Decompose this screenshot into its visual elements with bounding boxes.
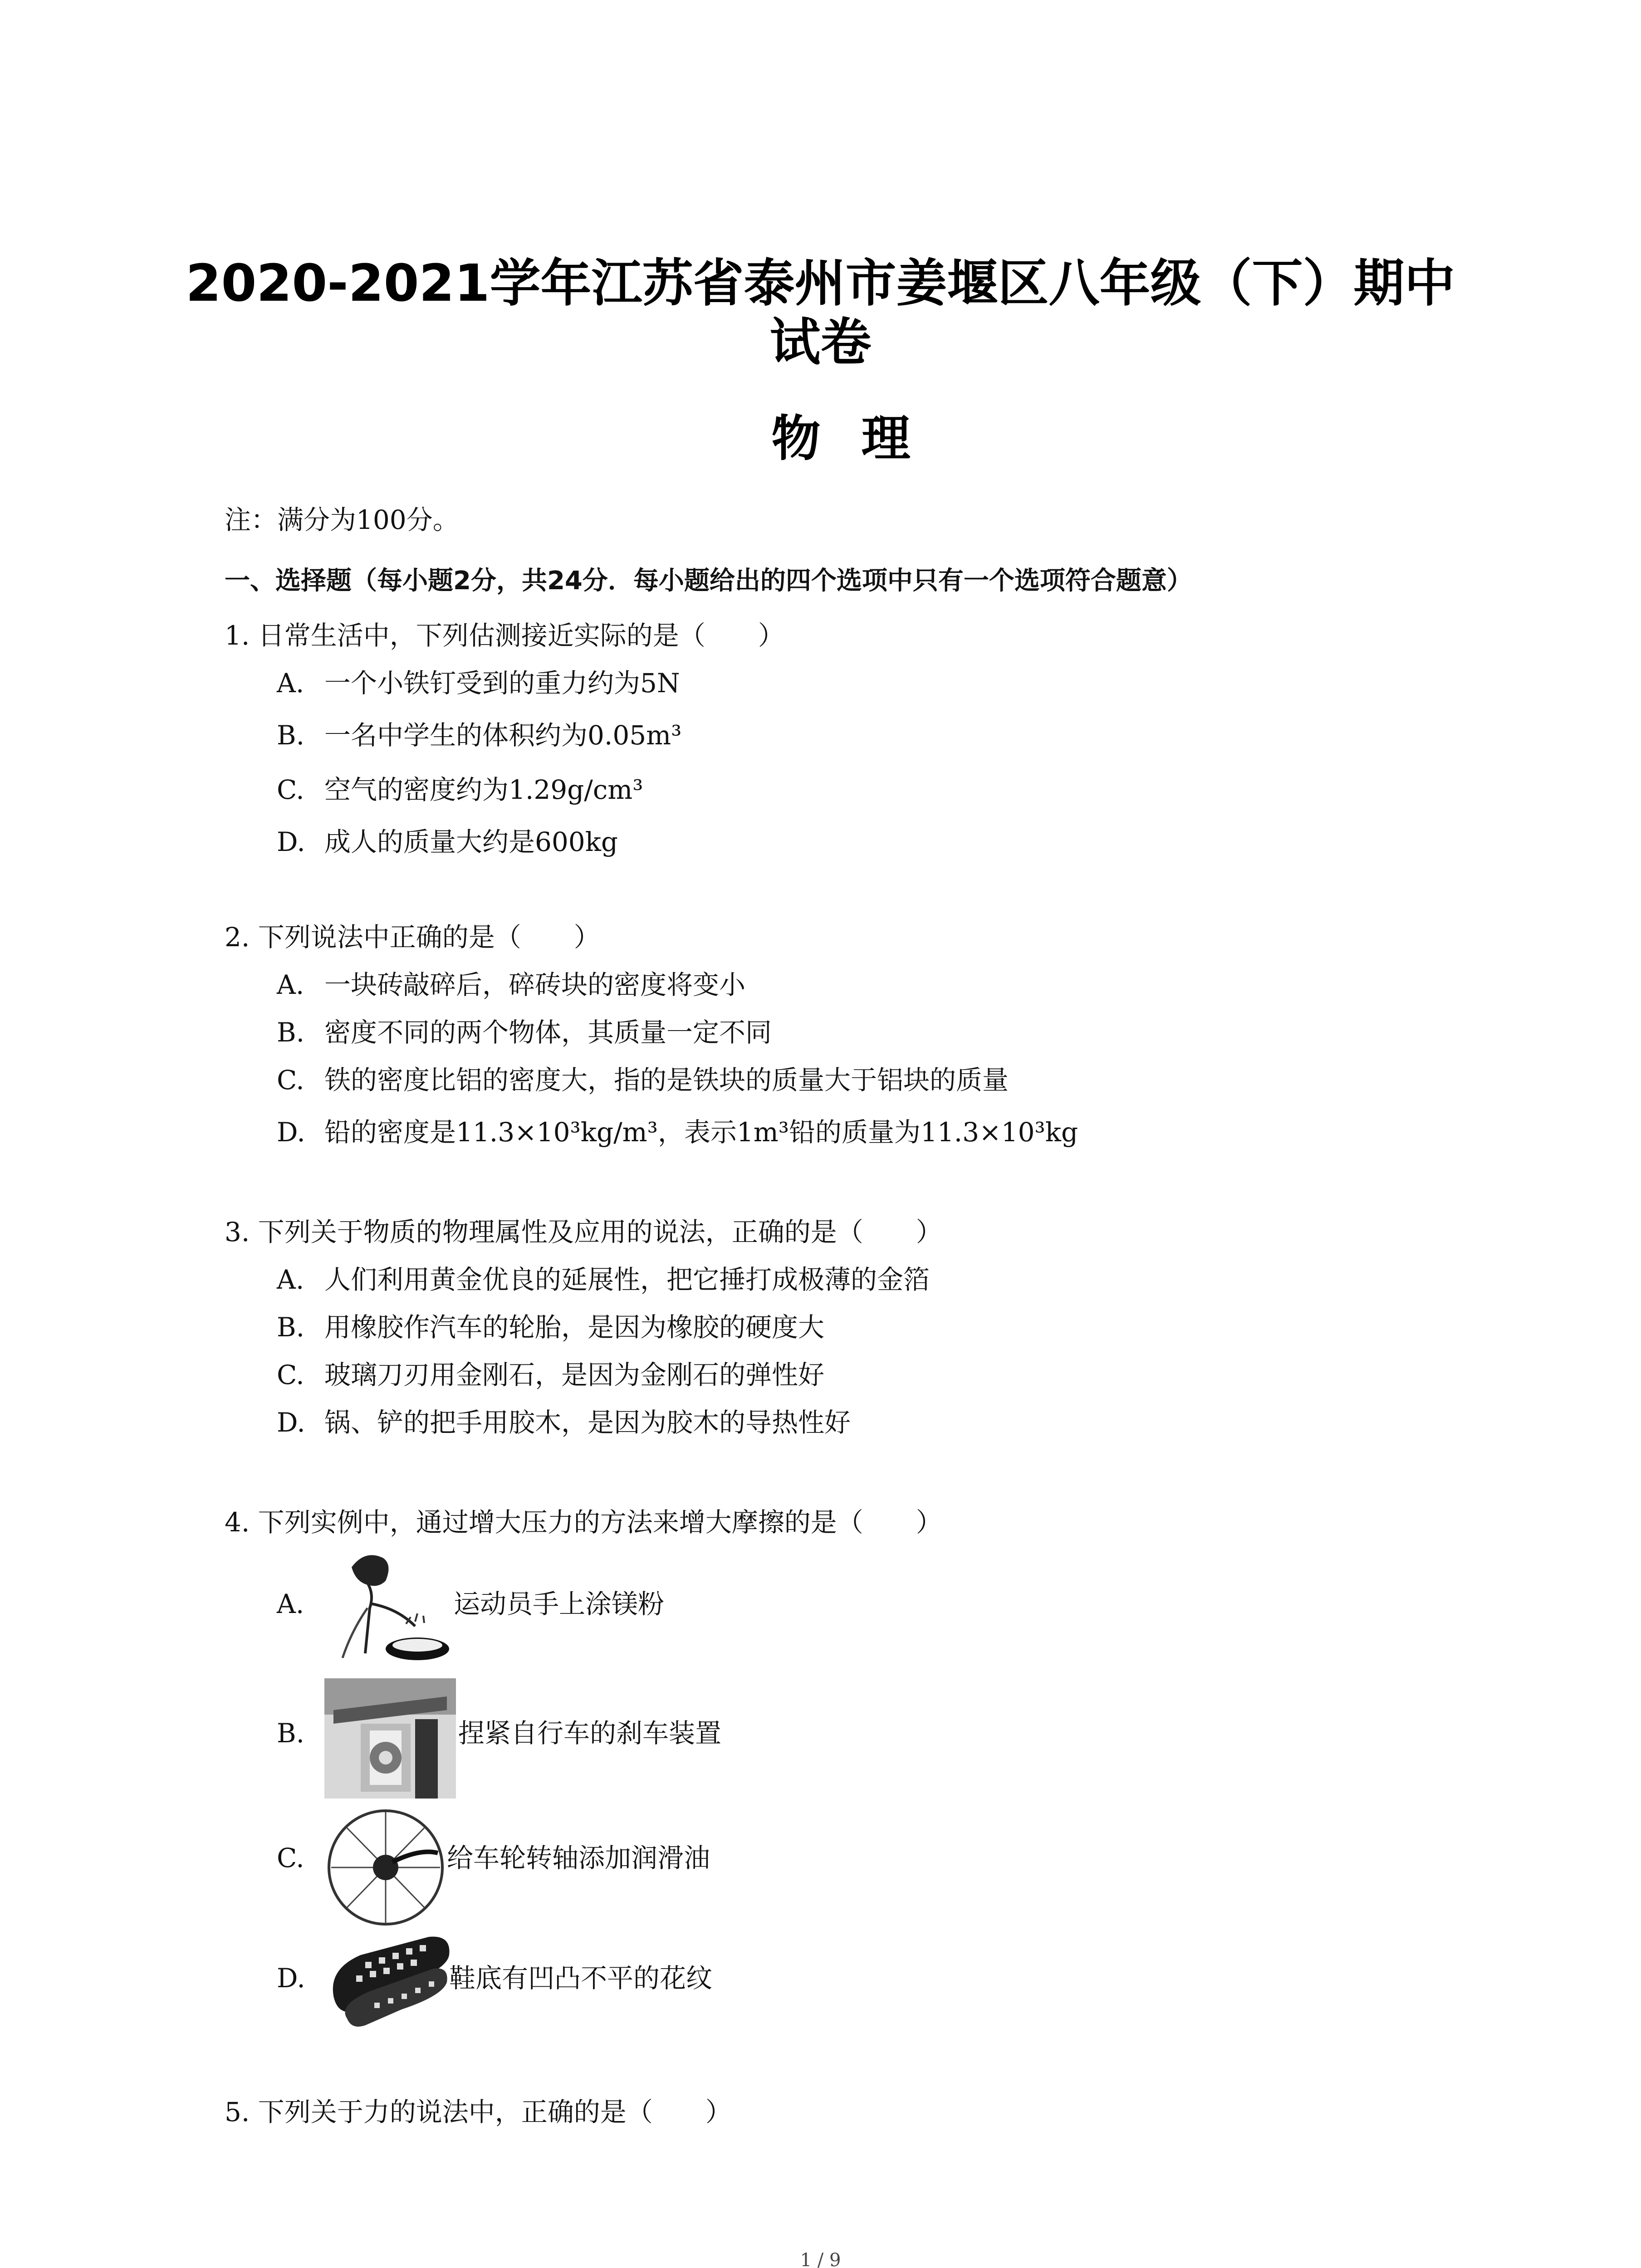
option-text: 密度不同的两个物体，其质量一定不同 bbox=[324, 1017, 772, 1048]
option-label: A. bbox=[277, 1264, 304, 1295]
question-2-option-d bbox=[277, 1116, 1078, 1149]
option-text: 一个小铁钉受到的重力约为5N bbox=[324, 668, 680, 699]
question-2-option-b bbox=[277, 1016, 772, 1049]
bicycle-brake-image bbox=[324, 1678, 456, 1799]
wheel-axle-image bbox=[324, 1808, 447, 1928]
question-4-option-c-label: C. bbox=[277, 1843, 304, 1873]
option-label: B. bbox=[277, 1017, 305, 1048]
option-text: 玻璃刀刃用金刚石，是因为金刚石的弹性好 bbox=[324, 1359, 825, 1390]
question-1-stem: 1. 日常生活中，下列估测接近实际的是（ ） bbox=[225, 620, 784, 651]
option-label: C. bbox=[277, 1359, 304, 1390]
gymnast-chalk-image bbox=[324, 1540, 460, 1676]
option-label: D. bbox=[277, 826, 305, 857]
question-5-stem: 5. 下列关于力的说法中，正确的是（ ） bbox=[225, 2097, 732, 2127]
option-label: C. bbox=[277, 774, 304, 805]
option-label: D. bbox=[277, 1117, 305, 1148]
option-text: 空气的密度约为1.29g/cm³ bbox=[324, 774, 643, 805]
question-4-option-c-text: 给车轮转轴添加润滑油 bbox=[447, 1843, 710, 1873]
option-text: 铅的密度是11.3×10³kg/m³，表示1m³铅的质量为11.3×10³kg bbox=[324, 1117, 1078, 1148]
shoe-sole-image bbox=[320, 1928, 456, 2032]
option-text: 一名中学生的体积约为0.05m³ bbox=[324, 720, 682, 751]
question-3-option-b bbox=[277, 1311, 824, 1344]
option-label: D. bbox=[277, 1407, 305, 1438]
question-3-option-c bbox=[277, 1359, 824, 1391]
question-4-option-a-text: 运动员手上涂镁粉 bbox=[454, 1589, 665, 1619]
exam-title-line1: 2020-2021学年江苏省泰州市姜堰区八年级（下）期中 bbox=[186, 254, 1455, 313]
option-text: 铁的密度比铝的密度大，指的是铁块的质量大于铝块的质量 bbox=[324, 1065, 1009, 1095]
exam-note: 注：满分为100分。 bbox=[225, 504, 459, 535]
question-4-option-b-label: B. bbox=[277, 1718, 305, 1749]
subject-title: 物理 bbox=[771, 411, 951, 467]
option-text: 成人的质量大约是600kg bbox=[324, 826, 618, 857]
question-1-option-a bbox=[277, 667, 680, 699]
exam-title-line2: 试卷 bbox=[769, 313, 872, 372]
option-text: 锅、铲的把手用胶木，是因为胶木的导热性好 bbox=[324, 1407, 851, 1438]
question-2-option-a bbox=[277, 968, 745, 1001]
question-1-option-d bbox=[277, 826, 618, 858]
question-3-option-a bbox=[277, 1263, 930, 1296]
question-2-option-c bbox=[277, 1064, 1009, 1096]
option-label: B. bbox=[277, 720, 305, 751]
option-label: A. bbox=[277, 668, 304, 699]
section-heading: 一、选择题（每小题2分，共24分．每小题给出的四个选项中只有一个选项符合题意） bbox=[225, 566, 1192, 596]
question-4-option-d-text: 鞋底有凹凸不平的花纹 bbox=[449, 1963, 713, 1994]
page-number: 1 / 9 bbox=[800, 2250, 841, 2268]
question-4-option-a-label: A. bbox=[277, 1589, 304, 1619]
question-3-stem: 3. 下列关于物质的物理属性及应用的说法，正确的是（ ） bbox=[225, 1217, 942, 1247]
question-4-stem: 4. 下列实例中，通过增大压力的方法来增大摩擦的是（ ） bbox=[225, 1507, 942, 1538]
option-text: 人们利用黄金优良的延展性，把它捶打成极薄的金箔 bbox=[324, 1264, 930, 1295]
option-text: 用橡胶作汽车的轮胎，是因为橡胶的硬度大 bbox=[324, 1312, 825, 1343]
question-1-option-c bbox=[277, 773, 643, 806]
question-4-option-d-label: D. bbox=[277, 1963, 305, 1994]
question-3-option-d bbox=[277, 1406, 851, 1439]
question-1-option-b bbox=[277, 719, 681, 752]
option-text: 一块砖敲碎后，碎砖块的密度将变小 bbox=[324, 969, 746, 1000]
option-label: C. bbox=[277, 1065, 304, 1095]
option-label: A. bbox=[277, 969, 304, 1000]
question-2-stem: 2. 下列说法中正确的是（ ） bbox=[225, 922, 600, 953]
option-label: B. bbox=[277, 1312, 305, 1343]
question-4-option-b-text: 捏紧自行车的刹车装置 bbox=[458, 1718, 722, 1749]
